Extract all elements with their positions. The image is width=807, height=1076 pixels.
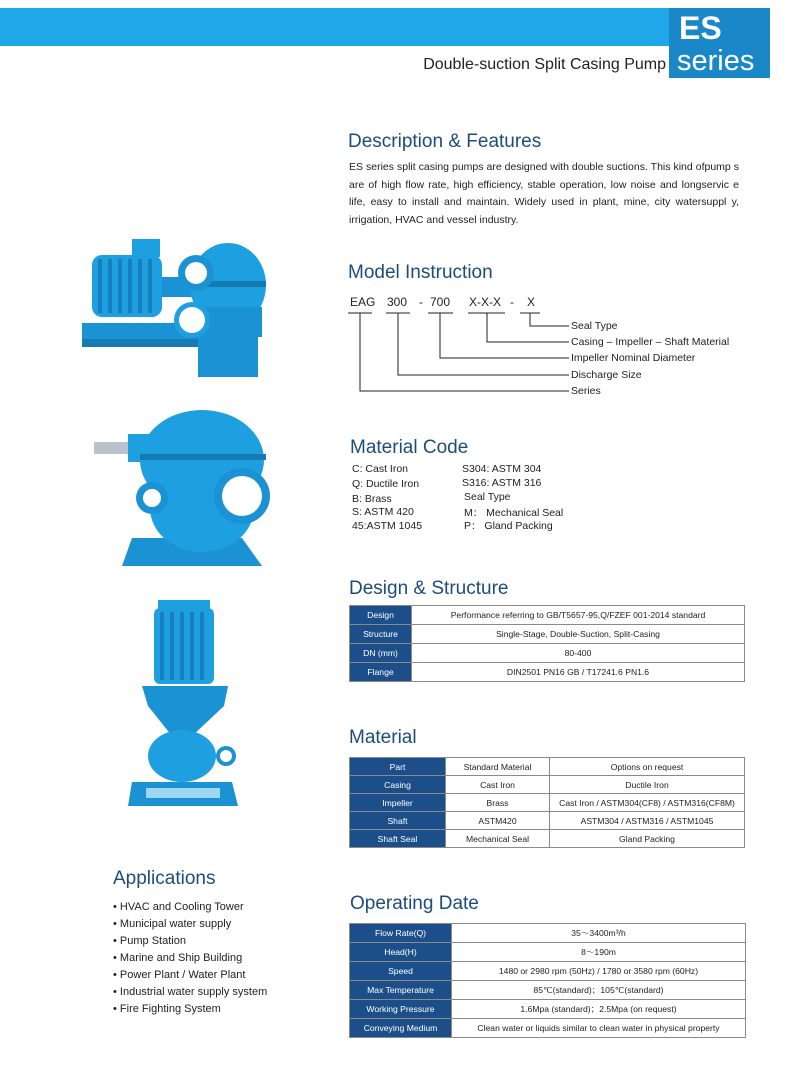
- table-row: [350, 1019, 746, 1038]
- material-code-45: 45:ASTM 1045: [352, 520, 423, 532]
- design-row-value: DIN2501 PN16 GB / T17241.6 PN1.6: [412, 663, 745, 682]
- material-options: Cast Iron / ASTM304(CF8) / ASTM316(CF8M): [550, 794, 745, 812]
- list-item: • Pump Station: [113, 935, 186, 947]
- operating-label: Working Pressure: [350, 1000, 452, 1019]
- application-item: Pump Station: [119, 935, 186, 947]
- model-code-diameter: 700: [430, 295, 451, 309]
- operating-table: [349, 923, 746, 1038]
- list-item: • Fire Fighting System: [113, 1003, 221, 1015]
- material-part: Casing: [350, 776, 446, 794]
- applications-list: [113, 899, 267, 1018]
- model-code-series: EAG: [350, 295, 376, 309]
- model-code-material: X-X-X: [469, 295, 502, 309]
- design-title: Design & Structure: [349, 578, 509, 599]
- material-part: Impeller: [350, 794, 446, 812]
- application-item: Municipal water supply: [119, 918, 232, 930]
- table-row: [350, 663, 745, 682]
- page-subtitle: Double-suction Split Casing Pump: [423, 56, 666, 73]
- design-row-label: Structure: [350, 625, 412, 644]
- material-code-s: S: ASTM 420: [352, 506, 414, 518]
- material-standard: Mechanical Seal: [446, 830, 550, 848]
- material-code-title: Material Code: [350, 437, 469, 458]
- operating-label: Head(H): [350, 943, 452, 962]
- application-item: Fire Fighting System: [119, 1003, 221, 1015]
- description-text: ES series split casing pumps are designed with double suctions. This kind ofpump s are of high flow rate, high efficiency, stable operation, low noise and longservic e life, easy to install and maintain. Widely used in plant, mine, city watersuppl y, irrigation, HVAC and vessel industry.: [349, 161, 739, 226]
- material-part: Shaft: [350, 812, 446, 830]
- material-code-p: P： Gland Packing: [464, 520, 553, 532]
- material-header-part: Part: [350, 758, 446, 776]
- operating-label: Max Temperature: [350, 981, 452, 1000]
- operating-value: 1.6Mpa (standard)；2.5Mpa (on request): [452, 1000, 746, 1019]
- table-row: [350, 924, 746, 943]
- list-item: • Industrial water supply system: [113, 986, 268, 998]
- table-row: [350, 625, 745, 644]
- model-code-dash1: -: [419, 295, 423, 309]
- material-header-options: Options on request: [550, 758, 745, 776]
- application-item: Marine and Ship Building: [119, 952, 243, 964]
- table-row: [350, 812, 745, 830]
- table-header-row: [350, 758, 745, 776]
- applications-title: Applications: [113, 868, 216, 889]
- header-bar: [0, 8, 669, 46]
- list-item: • Power Plant / Water Plant: [113, 969, 246, 981]
- material-code-seal-type: Seal Type: [464, 491, 511, 503]
- operating-label: Speed: [350, 962, 452, 981]
- operating-value: 85℃(standard)；105℃(standard): [452, 981, 746, 1000]
- application-item: HVAC and Cooling Tower: [119, 901, 244, 913]
- material-standard: Cast Iron: [446, 776, 550, 794]
- material-header-standard: Standard Material: [446, 758, 550, 776]
- model-title: Model Instruction: [348, 262, 493, 283]
- design-row-value: 80-400: [412, 644, 745, 663]
- material-title: Material: [349, 727, 417, 748]
- material-standard: ASTM420: [446, 812, 550, 830]
- operating-title: Operating Date: [350, 893, 479, 914]
- vertical-pump-image: [128, 596, 238, 808]
- model-label-material: Casing – Impeller – Shaft Material: [571, 336, 730, 348]
- material-code-s304: S304: ASTM 304: [462, 463, 542, 475]
- material-code-c: C: Cast Iron: [352, 463, 409, 475]
- design-row-value: Performance referring to GB/T5657-95,Q/FZEF 001-2014 standard: [412, 606, 745, 625]
- list-item: • Municipal water supply: [113, 918, 232, 930]
- model-label-seal-type: Seal Type: [571, 320, 618, 332]
- material-options: Gland Packing: [550, 830, 745, 848]
- model-instruction-lines: [340, 305, 580, 400]
- operating-value: 35～3400m³/h: [452, 924, 746, 943]
- material-standard: Brass: [446, 794, 550, 812]
- horizontal-pump-image: [78, 225, 278, 380]
- operating-label: Conveying Medium: [350, 1019, 452, 1038]
- model-label-discharge: Discharge Size: [571, 369, 642, 381]
- list-item: • Marine and Ship Building: [113, 952, 243, 964]
- operating-label: Flow Rate(Q): [350, 924, 452, 943]
- material-code-b: B: Brass: [352, 493, 392, 505]
- material-options: Ductile Iron: [550, 776, 745, 794]
- table-row: [350, 794, 745, 812]
- split-casing-pump-image: [92, 398, 270, 568]
- design-row-value: Single-Stage, Double-Suction, Split-Casing: [412, 625, 745, 644]
- table-row: [350, 830, 745, 848]
- application-item: Power Plant / Water Plant: [119, 969, 246, 981]
- material-code-m: M： Mechanical Seal: [464, 507, 564, 519]
- logo-series: series: [677, 45, 755, 77]
- model-code-discharge: 300: [387, 295, 408, 309]
- table-row: [350, 962, 746, 981]
- model-label-diameter: Impeller Nominal Diameter: [571, 352, 696, 364]
- application-item: Industrial water supply system: [119, 986, 268, 998]
- design-row-label: Design: [350, 606, 412, 625]
- material-code-q: Q: Ductile Iron: [352, 478, 420, 490]
- design-table: [349, 605, 745, 682]
- table-row: [350, 644, 745, 663]
- design-row-label: Flange: [350, 663, 412, 682]
- model-code-dash2: -: [510, 295, 514, 309]
- table-row: [350, 1000, 746, 1019]
- series-logo: [669, 8, 770, 78]
- list-item: • HVAC and Cooling Tower: [113, 901, 244, 913]
- description-title: Description & Features: [348, 131, 542, 152]
- material-part: Shaft Seal: [350, 830, 446, 848]
- model-label-series: Series: [571, 385, 601, 397]
- table-row: [350, 943, 746, 962]
- table-row: [350, 776, 745, 794]
- model-code-seal: X: [527, 295, 536, 309]
- material-table: [349, 757, 745, 848]
- logo-es: ES: [679, 10, 722, 46]
- design-row-label: DN (mm): [350, 644, 412, 663]
- operating-value: 8～190m: [452, 943, 746, 962]
- material-code-s316: S316: ASTM 316: [462, 477, 542, 489]
- material-options: ASTM304 / ASTM316 / ASTM1045: [550, 812, 745, 830]
- operating-value: 1480 or 2980 rpm (50Hz) / 1780 or 3580 rpm (60Hz): [452, 962, 746, 981]
- operating-value: Clean water or liquids similar to clean water in physical property: [452, 1019, 746, 1038]
- table-row: [350, 981, 746, 1000]
- table-row: [350, 606, 745, 625]
